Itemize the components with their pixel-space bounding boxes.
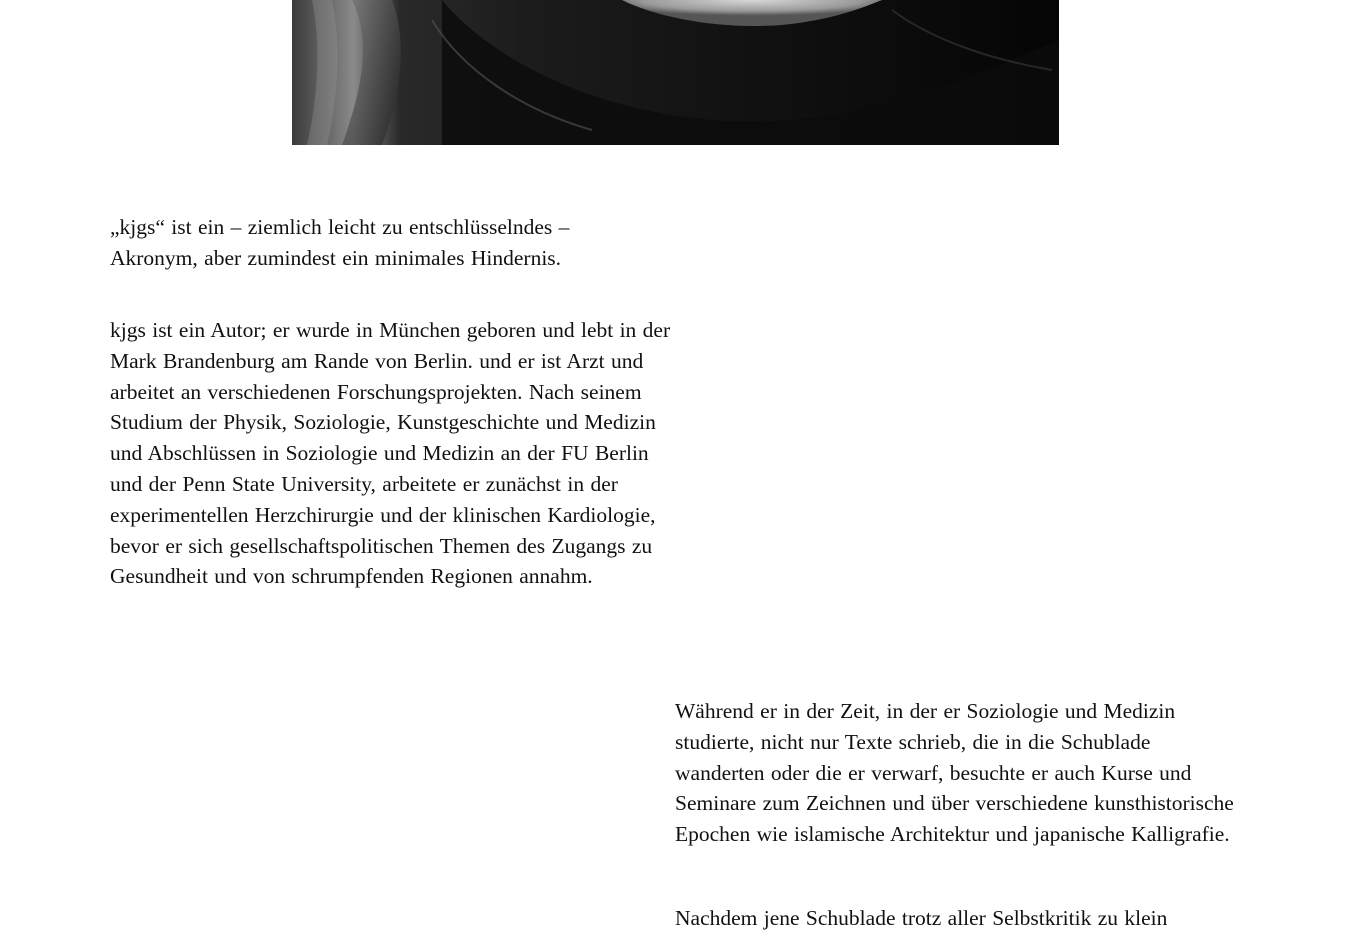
drawer-paragraph: Nachdem jene Schublade trotz aller Selbstkritik zu klein	[675, 906, 1168, 930]
study-paragraph: Während er in der Zeit, in der er Soziologie und Medizin studierte, nicht nur Texte schrieb, die in die Schublade wanderten oder die er verwarf, besuchte er auch Kurse und Seminare zum Zeichnen und über verschiedene kunsthistorische Epochen wie islamische Architektur und japanische Kalligrafie.	[675, 699, 1234, 847]
intro-paragraph: „kjgs“ ist ein – ziemlich leicht zu entschlüsselndes – Akronym, aber zumindest ein minimales Hindernis.	[110, 215, 570, 270]
portrait-photo	[292, 0, 1059, 145]
portrait-photo-graphic	[292, 0, 1059, 145]
bio-paragraph: kjgs ist ein Autor; er wurde in München geboren und lebt in der Mark Brandenburg am Rande von Berlin. und er ist Arzt und arbeitet an verschiedenen Forschungsprojekten. Nach seinem Studium der Physik, Soziologie, Kunstgeschichte und Medizin und Abschlüssen in Soziologie und Medizin an der FU Berlin und der Penn State University, arbeitete er zunächst in der experimentellen Herzchirurgie und der klinischen Kardiologie, bevor er sich gesellschaftspolitischen Themen des Zugangs zu Gesundheit und von schrumpfenden Regionen annahm.	[110, 318, 671, 589]
